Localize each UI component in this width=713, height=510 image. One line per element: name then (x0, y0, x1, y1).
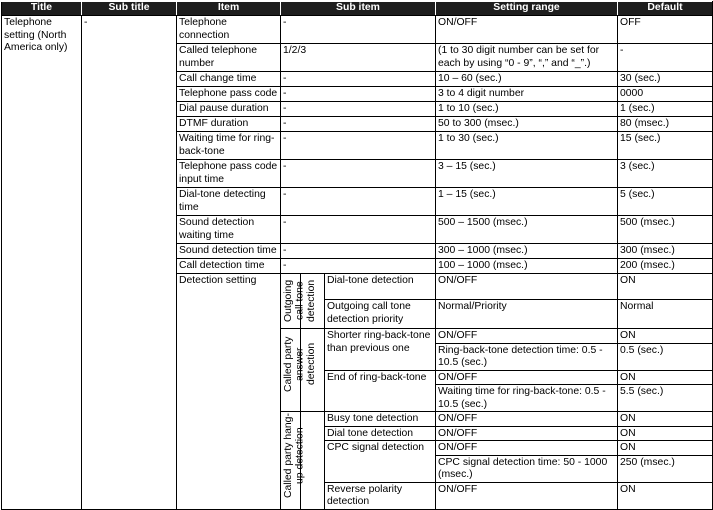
item-cell: Call detection time (177, 259, 281, 274)
detection-item-cell: Detection setting (177, 274, 281, 510)
default-cell: ON (618, 482, 713, 509)
range-cell: 1 to 10 (sec.) (436, 102, 618, 117)
answer-group-label: Called party answer detection (283, 336, 317, 392)
default-cell: 30 (sec.) (618, 72, 713, 87)
item-cell: Sound detection time (177, 244, 281, 259)
outgoing-group-cell (281, 274, 317, 329)
range-cell: 100 – 1000 (msec.) (436, 259, 618, 274)
default-cell: ON (618, 274, 713, 300)
default-cell: 5.5 (sec.) (618, 385, 713, 412)
header-row (2, 2, 713, 16)
default-cell: ON (618, 412, 713, 427)
hangup-group-cell (281, 412, 306, 510)
default-cell: 0000 (618, 87, 713, 102)
subitem-cell: Outgoing call tone detection priority (325, 300, 436, 329)
header-subitem: Sub item (281, 2, 436, 16)
range-cell: (1 to 30 digit number can be set for each by using “0 - 9”, “,” and “_”.) (436, 44, 618, 72)
item-cell: Telephone pass code (177, 87, 281, 102)
range-cell: 1 to 30 (sec.) (436, 132, 618, 160)
header-item: Item (177, 2, 281, 16)
range-cell: 3 – 15 (sec.) (436, 160, 618, 188)
range-cell: 10 – 60 (sec.) (436, 72, 618, 87)
subitem-cell: - (281, 117, 436, 132)
default-cell: 1 (sec.) (618, 102, 713, 117)
default-cell: 0.5 (sec.) (618, 343, 713, 370)
default-cell: ON (618, 370, 713, 385)
default-cell: ON (618, 426, 713, 441)
item-cell: Telephone connection (177, 16, 281, 44)
subitem-cell: - (281, 216, 436, 244)
range-cell: ON/OFF (436, 370, 618, 385)
item-cell: Call change time (177, 72, 281, 87)
default-cell: 250 (msec.) (618, 455, 713, 482)
subitem-cell: Shorter ring-back-tone than previous one (325, 329, 436, 371)
subitem-cell: - (281, 259, 436, 274)
range-cell: ON/OFF (436, 426, 618, 441)
range-cell: 3 to 4 digit number (436, 87, 618, 102)
default-cell: ON (618, 329, 713, 344)
item-cell: Dial pause duration (177, 102, 281, 117)
item-cell: Sound detection waiting time (177, 216, 281, 244)
range-cell: ON/OFF (436, 482, 618, 509)
subitem-cell: End of ring-back-tone (325, 370, 436, 412)
title-cell: Telephone setting (North America only) (2, 16, 82, 510)
range-cell: CPC signal detection time: 50 - 1000 (msec.) (436, 455, 618, 482)
default-cell: 80 (msec.) (618, 117, 713, 132)
header-subtitle: Sub title (82, 2, 177, 16)
default-cell: OFF (618, 16, 713, 44)
subtitle-cell: - (82, 16, 177, 510)
default-cell: 500 (msec.) (618, 216, 713, 244)
telephone-settings-table (1, 1, 713, 510)
range-cell: ON/OFF (436, 329, 618, 344)
outgoing-group-label: Outgoing call tone detection (283, 279, 317, 323)
item-cell: Telephone pass code input time (177, 160, 281, 188)
subitem-cell: - (281, 160, 436, 188)
subitem-cell: - (281, 188, 436, 216)
default-cell: 3 (sec.) (618, 160, 713, 188)
subitem-cell: - (281, 132, 436, 160)
header-default: Default (618, 2, 713, 16)
subitem-cell: - (281, 16, 436, 44)
subitem-cell: - (281, 244, 436, 259)
subitem-cell: Dial tone detection (325, 426, 436, 441)
default-cell: 200 (msec.) (618, 259, 713, 274)
range-cell: Ring-back-tone detection time: 0.5 - 10.5 (sec.) (436, 343, 618, 370)
item-cell: Dial-tone detecting time (177, 188, 281, 216)
subitem-cell: CPC signal detection (325, 441, 436, 483)
item-cell: Waiting time for ring-back-tone (177, 132, 281, 160)
default-cell: 300 (msec.) (618, 244, 713, 259)
range-cell: ON/OFF (436, 274, 618, 300)
subitem-cell: 1/2/3 (281, 44, 436, 72)
default-cell: - (618, 44, 713, 72)
subitem-cell: - (281, 102, 436, 117)
default-cell: 5 (sec.) (618, 188, 713, 216)
subitem-cell: Reverse polarity detection (325, 482, 436, 509)
range-cell: ON/OFF (436, 412, 618, 427)
item-cell: Called telephone number (177, 44, 281, 72)
range-cell: 300 – 1000 (msec.) (436, 244, 618, 259)
default-cell: ON (618, 441, 713, 456)
answer-group-cell (281, 329, 317, 412)
range-cell: ON/OFF (436, 16, 618, 44)
range-cell: Waiting time for ring-back-tone: 0.5 - 10.5 (sec.) (436, 385, 618, 412)
subitem-cell: - (281, 87, 436, 102)
hangup-group-label: Called party hang-up detection (283, 413, 306, 499)
range-cell: 1 – 15 (sec.) (436, 188, 618, 216)
default-cell: 15 (sec.) (618, 132, 713, 160)
header-setting-range: Setting range (436, 2, 618, 16)
subitem-cell: Dial-tone detection (325, 274, 436, 300)
range-cell: 500 – 1500 (msec.) (436, 216, 618, 244)
subitem-cell: - (281, 72, 436, 87)
item-cell: DTMF duration (177, 117, 281, 132)
range-cell: 50 to 300 (msec.) (436, 117, 618, 132)
default-cell: Normal (618, 300, 713, 329)
subitem-cell: Busy tone detection (325, 412, 436, 427)
table-row (2, 16, 713, 44)
range-cell: ON/OFF (436, 441, 618, 456)
range-cell: Normal/Priority (436, 300, 618, 329)
header-title: Title (2, 2, 82, 16)
